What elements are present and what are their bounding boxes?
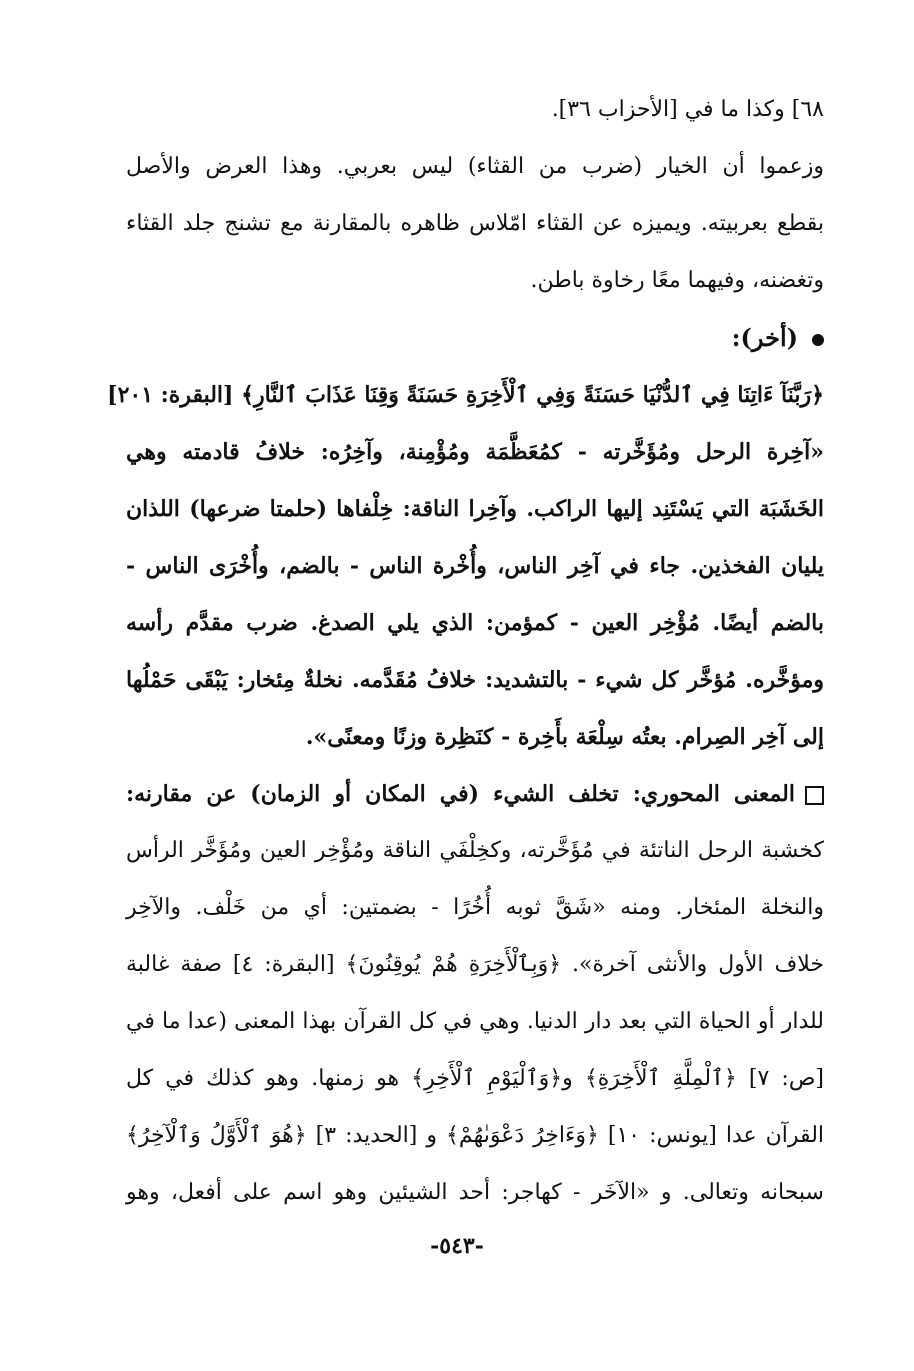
text-line: للدار أو الحياة التي بعد دار الدنيا. وهي في كل القرآن بهذا المعنى (عدا ما في [126, 1009, 824, 1034]
text-line: وزعموا أن الخيار (ضرب من القثاء) ليس بعربي. وهذا العرض والأصل [126, 154, 824, 179]
text-line: القرآن عدا [يونس: ١٠] ﴿وَءَاخِرُ دَعْوَىٰهُمْ﴾ و [الحديد: ٣] ﴿هُوَ ٱلْأَوَّلُ وَٱلْآخِرُ﴾ [126, 1123, 825, 1148]
dictionary-quote-line: بالضم أيضًا. مُؤْخِر العين - كمؤمن: الذي يلي الصدغ. ضرب مقدَّم رأسه [126, 610, 824, 636]
core-meaning-line [126, 772, 824, 829]
text-line: والنخلة المئخار. ومنه «شَقَّ ثوبه أُخُرًا - بضمتين: أي من خَلْف. والآخِر [126, 895, 824, 920]
text-line: بقطع بعربيته. ويميزه عن القثاء امّلاس ظاهره بالمقارنة مع تشنج جلد القثاء [126, 211, 824, 236]
text-line: [ص: ٧] ﴿ٱلْمِلَّةِ ٱلْأَخِرَةِ﴾ و﴿وَٱلْيَوْمِ ٱلْأَخِرِ﴾ هو زمنها. وهو كذلك في كل [126, 1066, 824, 1091]
dictionary-quote-line: ومؤخَّره. مُؤخَّر كل شيء - بالتشديد: خلافُ مُقَدَّمه. نخلةٌ مِئخار: يَبْقَى حَمْلُها [126, 667, 824, 693]
bullet-icon [812, 334, 824, 346]
page-number: -٥٤٣- [430, 1233, 484, 1259]
text-line: سبحانه وتعالى. و «الآخَر - كهاجر: أحد الشيئين وهو اسم على أفعل، وهو [126, 1180, 824, 1205]
dictionary-quote-line: «آخِرة الرحل ومُؤَخَّرته - كمُعَظَّمَة ومُؤْمِنة، وآخِرُه: خلافُ قادمته وهي [126, 439, 824, 465]
text-line: وتغضنه، وفيهما معًا رخاوة باطن. [530, 268, 824, 293]
text-line: كخشبة الرحل الناتئة في مُؤَخَّرته، وكخِلْفَي الناقة ومُؤْخِر العين ومُؤَخَّر الرأس [126, 838, 824, 863]
square-box-icon [805, 786, 824, 805]
dictionary-quote-line: الخَشَبَة التي يَسْتَنِد إليها الراكب. وآخِرا الناقة: خِلْفاها (حلمتا ضرعها) اللذان [126, 496, 824, 522]
core-meaning-text: المعنى المحوري: تخلف الشيء (في المكان أو الزمان) عن مقارنه: [126, 781, 795, 807]
dictionary-quote-line: إلى آخِر الصِرام. بعتُه سِلْعَة بأَخِرة - كنَظِرة وزنًا ومعنًى». [305, 724, 824, 750]
page-body [107, 88, 825, 1228]
entry-heading [126, 316, 824, 373]
text-line: خلاف الأول والأنثى آخرة». ﴿وَبِٱلْأَخِرَةِ هُمْ يُوقِنُونَ﴾ [البقرة: ٤] صفة غالبة [126, 952, 824, 977]
text-line: ٦٨] وكذا ما في [الأحزاب ٣٦]. [551, 97, 824, 122]
entry-heading-label: (أخر): [731, 323, 798, 352]
dictionary-quote-line: يليان الفخذين. جاء في آخِر الناس، وأُخْرة الناس - بالضم، وأُخْرَى الناس - [126, 553, 824, 579]
quran-verse-line: ﴿رَبَّنَآ ءَاتِنَا فِي ٱلدُّنْيَا حَسَنَةً وَفِي ٱلْأَخِرَةِ حَسَنَةً وَقِنَا عَذَابَ ٱلنَّارِ﴾ [البقرة: ٢٠١] [107, 382, 824, 408]
